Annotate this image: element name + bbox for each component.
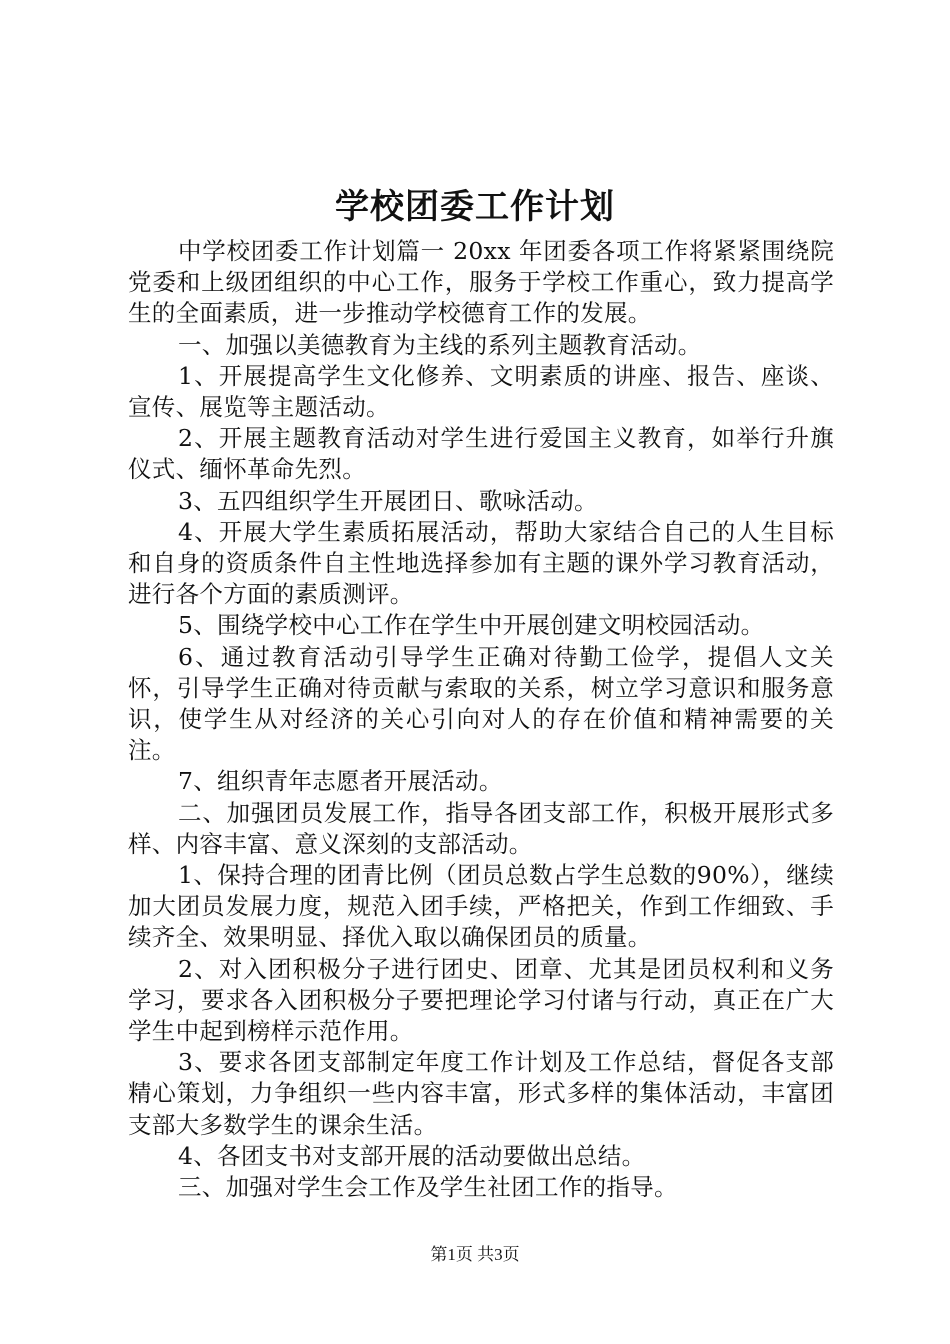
document-body	[128, 236, 834, 1203]
list-item: 4、开展大学生素质拓展活动，帮助大家结合自己的人生目标和自身的资质条件自主性地选择参加有主题的课外学习教育活动，进行各个方面的素质测评。	[128, 517, 834, 609]
paragraph-intro: 中学校团委工作计划篇一 20xx 年团委各项工作将紧紧围绕院党委和上级团组织的中心工作，服务于学校工作重心，致力提高学生的全面素质，进一步推动学校德育工作的发展。	[128, 237, 834, 328]
list-item: 3、五四组织学生开展团日、歌咏活动。	[178, 486, 598, 515]
list-item: 4、各团支书对支部开展的活动要做出总结。	[178, 1141, 646, 1170]
section-heading-3: 三、加强对学生会工作及学生社团工作的指导。	[178, 1173, 678, 1202]
list-item: 2、对入团积极分子进行团史、团章、尤其是团员权利和义务学习，要求各入团积极分子要把理论学习付诸与行动，真正在广大学生中起到榜样示范作用。	[128, 954, 834, 1046]
list-item: 6、通过教育活动引导学生正确对待勤工俭学，提倡人文关怀，引导学生正确对待贡献与索取的关系，树立学习意识和服务意识，使学生从对经济的关心引向对人的存在价值和精神需要的关注。	[128, 642, 834, 765]
section-heading-1: 一、加强以美德教育为主线的系列主题教育活动。	[178, 330, 702, 359]
section-heading-2: 二、加强团员发展工作，指导各团支部工作，积极开展形式多样、内容丰富、意义深刻的支部活动。	[128, 798, 834, 858]
list-item: 2、开展主题教育活动对学生进行爱国主义教育，如举行升旗仪式、缅怀革命先烈。	[128, 424, 834, 484]
document-title: 学校团委工作计划	[335, 187, 615, 227]
list-item: 1、开展提高学生文化修养、文明素质的讲座、报告、座谈、宣传、展览等主题活动。	[128, 361, 834, 422]
list-item: 1、保持合理的团青比例（团员总数占学生总数的90%），继续加大团员发展力度，规范入团手续，严格把关，作到工作细致、手续齐全、效果明显、择优入取以确保团员的质量。	[128, 861, 834, 952]
list-item: 7、组织青年志愿者开展活动。	[178, 767, 503, 796]
page-number-footer: 第1页 共3页	[430, 1245, 520, 1264]
list-item: 5、围绕学校中心工作在学生中开展创建文明校园活动。	[178, 611, 765, 640]
list-item: 3、要求各团支部制定年度工作计划及工作总结，督促各支部精心策划，力争组织一些内容丰富，形式多样的集体活动，丰富团支部大多数学生的课余生活。	[128, 1048, 834, 1139]
